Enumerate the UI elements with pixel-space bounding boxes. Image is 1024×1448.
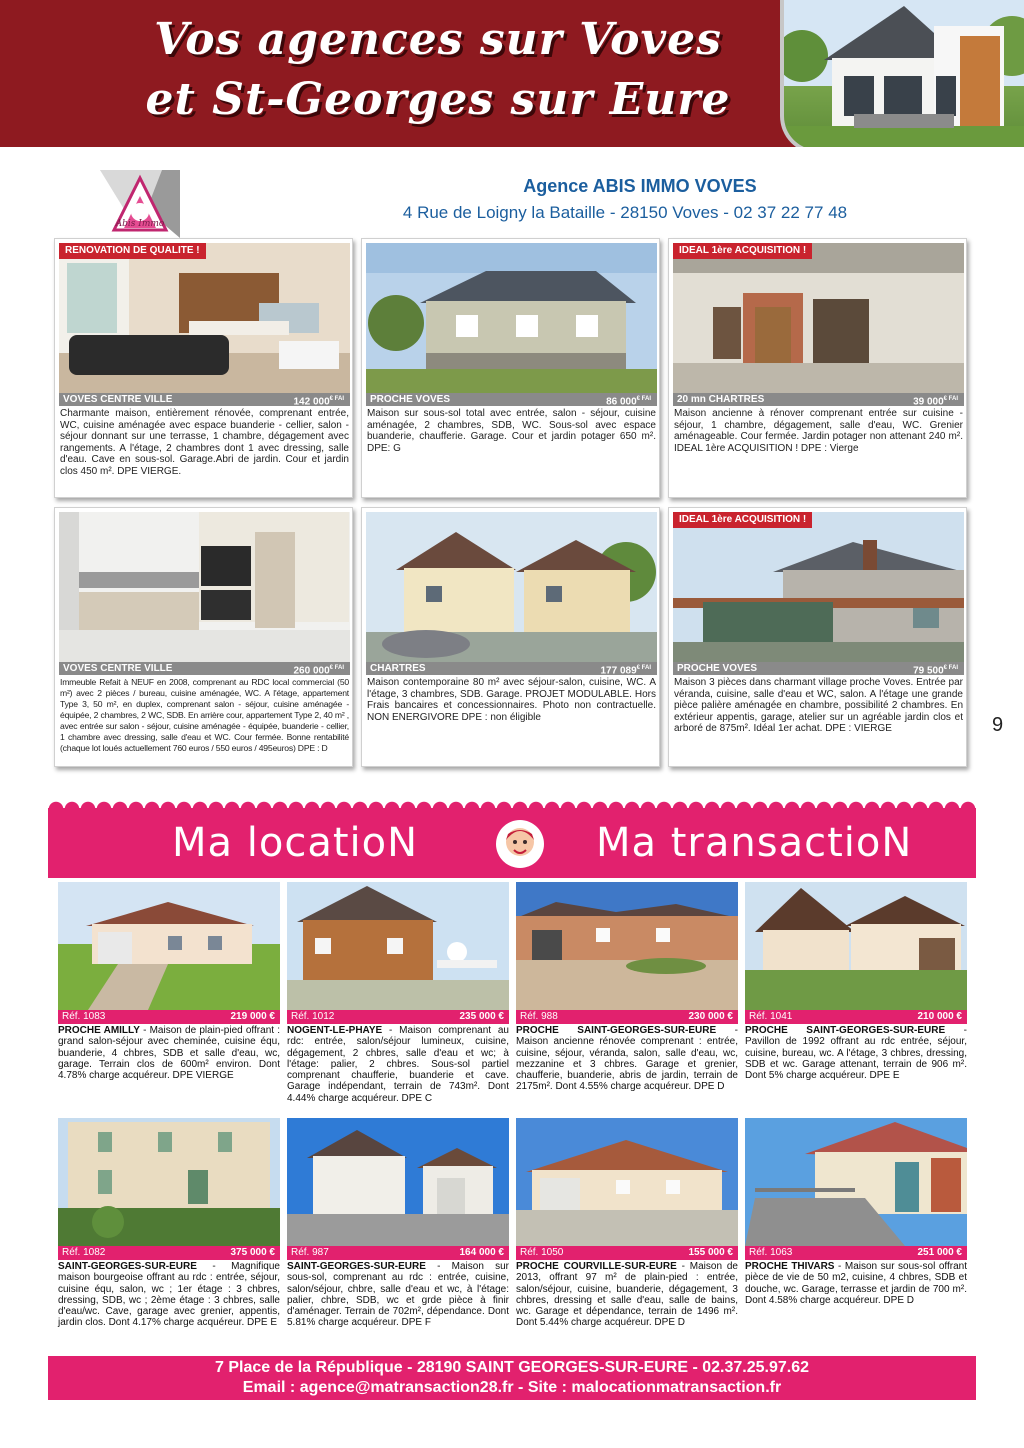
listing-photo [745, 1118, 967, 1246]
listing-photo [58, 882, 280, 1010]
listing-ref: Réf. 1041 [749, 1011, 793, 1022]
listing-photo [59, 512, 350, 662]
listing-location-bar [366, 393, 657, 406]
listing-card[interactable] [54, 238, 353, 498]
listing-price: 219 000 € [230, 1011, 275, 1022]
listing-location: VOVES CENTRE VILLE [63, 663, 173, 674]
listing-town: PROCHE SAINT-GEORGES-SUR-EURE [516, 1025, 717, 1036]
listing-card[interactable] [54, 507, 353, 767]
banner-house-photo [780, 0, 1024, 147]
listing-description: Charmante maison, entièrement rénovée, comprenant entrée, WC, cuisine aménagée avec espace buanderie - cellier, salon - séjour donnant sur une terrasse, 1 chambre, dégagement avec rangements. A l'étage, 2 chambres dont 1 avec dressing, salle d'eau. Cave en sous-sol. Garage.Abri de jardin. Cour et jardin clos 450 m². DPE VIERGE. [60, 408, 349, 477]
listing-card[interactable] [516, 882, 738, 1112]
listing-location: CHARTRES [370, 663, 426, 674]
listing-town: SAINT-GEORGES-SUR-EURE [58, 1261, 197, 1272]
listing-price: 230 000 € [688, 1011, 733, 1022]
listing-card[interactable] [668, 507, 967, 767]
listing-description: Maison contemporaine 80 m² avec séjour-salon, cuisine, WC. A l'étage, 3 chambres, SDB. Garage. PROJET MODULABLE. Hors Frais bancaires et concessionnaires. Photo non contractuelle. NON ENERGIVORE DPE : non éligible [367, 677, 656, 723]
listing-price: 210 000 € [917, 1011, 962, 1022]
listing-description: SAINT-GEORGES-SUR-EURE - Magnifique maison bourgeoise offrant au rdc : entrée, séjour, cuisine équ, salon, wc ; 1er étage : 3 chbres, dressing, SDB, wc ; 2ème étage : 3 chbres, salle d'eau/wc. Cave, garage avec grenier, appentis, jardin clos. Dont 4.17% charge acquéreur. DPE E [58, 1261, 280, 1329]
listing-location-bar [59, 393, 350, 406]
listing-card[interactable] [287, 882, 509, 1112]
listing-card[interactable] [287, 1118, 509, 1353]
listing-ribbon: IDEAL 1ère ACQUISITION ! [673, 243, 812, 259]
listing-card[interactable] [58, 1118, 280, 1353]
listing-price: 79 $500^{€ FAI}$ [913, 665, 958, 677]
listing-price: 235 000 € [459, 1011, 504, 1022]
banner-title-line2: et St-Georges sur Eure [145, 74, 731, 125]
listing-location-bar [673, 662, 964, 675]
listing-description: PROCHE AMILLY - Maison de plain-pied offrant : grand salon-séjour avec cheminée, cuisine équ, buanderie, 4 chbres, SDB et salle d'eau, wc, garage. Terrain clos de 600m² environ. Dont 4.78% charge acquéreur. DPE VIERGE [58, 1025, 281, 1082]
listing-ref: Réf. 1082 [62, 1247, 106, 1258]
ma-location-title: Ma locatioN [172, 820, 419, 866]
listing-description: Maison sur sous-sol total avec entrée, salon - séjour, cuisine aménagée, 2 chambres, SDB, WC. Sous-sol avec espace buanderie, chaufferie. Garage. Cour et jardin potager 650 m². DPE: G [367, 408, 656, 454]
listing-description: PROCHE THIVARS - Maison sur sous-sol offrant pièce de vie de 50 m2, cuisine, 4 chbres, SDB et douche, wc. Garage, terrasse et jardin de 700 m². Dont 4.58% charge acquéreur. DPE D [745, 1261, 967, 1306]
listing-description: PROCHE COURVILLE-SUR-EURE - Maison de 2013, offrant 97 m² de plain-pied : entrée, salon/séjour, cuisine, buanderie, dégagement, 3 chbres, dressing et salle d'eau, salle de bains, wc. Garage et dépendance, terrain de 1496 m². Dont 5.44% charge acquéreur. DPE D [516, 1261, 738, 1329]
listing-price: 177 $089^{€ FAI}$ [600, 665, 651, 677]
scallop-border [48, 795, 976, 809]
listing-ref-bar [58, 1246, 280, 1260]
listing-description: Maison ancienne à rénover comprenant entrée sur cuisine - séjour, 1 chambre, dégagement, salle d'eau, WC. Grenier aménageable. Cour fermée. Jardin potager non attenant 240 m². IDEAL 1ère ACQUISITION ! DPE : Vierge [674, 408, 963, 454]
listing-price: 39 $000^{€ FAI}$ [913, 396, 958, 408]
footer-contact[interactable]: Email : agence@matransaction28.fr - Site : malocationmatransaction.fr [242, 1379, 782, 1396]
listing-card[interactable] [516, 1118, 738, 1353]
listing-ref-bar [745, 1010, 967, 1024]
agency-footer [48, 1356, 976, 1400]
listing-price: 164 000 € [459, 1247, 504, 1258]
listing-ref: Réf. 987 [291, 1247, 329, 1258]
listing-town: SAINT-GEORGES-SUR-EURE [287, 1261, 426, 1272]
listing-town: PROCHE THIVARS [745, 1261, 835, 1272]
agency-address: 4 Rue de Loigny la Bataille - 28150 Voves - 02 37 22 77 48 [402, 203, 848, 222]
page-number: 9 [992, 714, 1004, 736]
listing-ref: Réf. 1012 [291, 1011, 335, 1022]
listing-photo [745, 882, 967, 1010]
listing-ref-bar [287, 1246, 509, 1260]
listing-location: VOVES CENTRE VILLE [63, 394, 173, 405]
svg-text:Abis Immo: Abis Immo [115, 219, 165, 229]
ma-transaction-title: Ma transactioN [596, 820, 913, 866]
listing-description: Maison 3 pièces dans charmant village proche Voves. Entrée par véranda, cuisine, salle d'eau et WC, salon. A l'étage une grande pièce palière aménagée en chambre, possibilité 2 chambres. En extérieur appentis, garage, atelier sur un agréable jardin clos et arboré de 875m². Idéal 1er achat. DPE : VIERGE [674, 677, 963, 735]
footer-address: 7 Place de la République - 28190 SAINT GEORGES-SUR-EURE - 02.37.25.97.62 [215, 1359, 809, 1376]
listing-ribbon: RENOVATION DE QUALITE ! [59, 243, 206, 259]
listing-photo [59, 243, 350, 393]
listing-card[interactable] [361, 238, 660, 498]
listing-location-bar [673, 393, 964, 406]
listing-price: 260 $000^{€ FAI}$ [293, 665, 344, 677]
listing-photo [516, 1118, 738, 1246]
listing-description: PROCHE SAINT-GEORGES-SUR-EURE - Maison ancienne rénovée comprenant : entrée, cuisine, séjour, véranda, salon, salle d'eau, wc, mezzanine et 3 chbres. Garage et grenier, chaufferie, buanderie, abris de jardin, terrain de 2175m². Dont 4.55% charge acquéreur. DPE D [516, 1025, 739, 1093]
listing-ref: Réf. 1050 [520, 1247, 564, 1258]
listing-card[interactable] [745, 882, 967, 1112]
listing-location-bar [59, 662, 350, 675]
listing-description: PROCHE SAINT-GEORGES-SUR-EURE - Pavillon de 1992 offrant au rdc entrée, séjour, cuisine, bureau, wc. A l'étage, 3 chbres, dressing, SDB et wc. Garage attenant, terrain de 906 m². Dont 5% charge acquéreur. DPE E [745, 1025, 968, 1082]
banner-title [118, 10, 758, 130]
listing-price: 375 000 € [230, 1247, 275, 1258]
listing-ref-bar [58, 1010, 280, 1024]
listing-description: Immeuble Refait à NEUF en 2008, comprenant au RDC local commercial (50 m²) avec 2 pièces / bureau, cuisine aménagée, WC. A l'étage, appartement Type 3, 50 m², en duplex, comprenant salon - séjour, cuisine aménagée - équipée, 2 chambres, 2 WC, SDB. En arrière cour, appartement Type 2, 40 m² , avec entrée sur salon - séjour, cuisine aménagée - équipée, buanderie - cellier, 1 chambre avec dressing, salle d'eau et WC. Cour fermée. Bonne rentabilité (chaque lot loués actuellement 760 euros / 550 euros / 495euros) DPE : D [60, 677, 349, 753]
abis-immo-logo [100, 170, 180, 238]
listing-card[interactable] [745, 1118, 967, 1353]
listing-ref-bar [516, 1246, 738, 1260]
listing-photo [287, 1118, 509, 1246]
listing-price: 142 $000^{€ FAI}$ [293, 396, 344, 408]
listing-location: PROCHE VOVES [370, 394, 451, 405]
listing-photo [366, 512, 657, 662]
listing-location: 20 mn CHARTRES [677, 394, 765, 405]
listing-description: SAINT-GEORGES-SUR-EURE - Maison sur sous-sol, comprenant au rdc : entrée, cuisine, salon/séjour, chbre, salle d'eau et wc, à l'étage: palier, chbre, SDB, wc et grde pièce à finir d'aménager. Terrain de 702m², dépendance. Dont 5.81% charge acquéreur. DPE F [287, 1261, 509, 1329]
listing-price: 251 000 € [917, 1247, 962, 1258]
agency-name: Agence ABIS IMMO VOVES [523, 176, 757, 196]
listing-description: NOGENT-LE-PHAYE - Maison comprenant au rdc: entrée, salon/séjour lumineux, cuisine, dégagement, 2 chbres, salle d'eau et wc; à l'étage: palier, 2 chbres. Sous-sol partiel comprenant chaufferie, buanderie et cave. Garage indépendant, terrain de 743m². Dont 4.44% charge acquéreur. DPE C [287, 1025, 509, 1104]
listing-ref: Réf. 988 [520, 1011, 558, 1022]
listing-card[interactable] [58, 882, 280, 1112]
listing-card[interactable] [668, 238, 967, 498]
listing-ref: Réf. 1083 [62, 1011, 106, 1022]
partner-banner [48, 808, 976, 878]
listing-price: 155 000 € [688, 1247, 733, 1258]
listing-photo [673, 512, 964, 662]
banner-title-line1: Vos agences sur Voves [154, 14, 722, 65]
listing-photo [287, 882, 509, 1010]
listing-card[interactable] [361, 507, 660, 767]
listing-town: PROCHE COURVILLE-SUR-EURE [516, 1261, 677, 1272]
listing-town: PROCHE SAINT-GEORGES-SUR-EURE [745, 1025, 946, 1036]
listing-town: NOGENT-LE-PHAYE [287, 1025, 383, 1036]
listing-ref-bar [745, 1246, 967, 1260]
listing-ribbon: IDEAL 1ère ACQUISITION ! [673, 512, 812, 528]
listing-photo [58, 1118, 280, 1246]
listing-photo [516, 882, 738, 1010]
listing-ref: Réf. 1063 [749, 1247, 793, 1258]
listing-photo [366, 243, 657, 393]
header-banner [0, 0, 1024, 147]
listing-location-bar [366, 662, 657, 675]
listing-photo [673, 243, 964, 393]
listing-location: PROCHE VOVES [677, 663, 758, 674]
listing-town: PROCHE AMILLY [58, 1025, 140, 1036]
listing-price: 86 $000^{€ FAI}$ [606, 396, 651, 408]
listing-ref-bar [516, 1010, 738, 1024]
listing-ref-bar [287, 1010, 509, 1024]
mascot-icon [496, 820, 544, 868]
